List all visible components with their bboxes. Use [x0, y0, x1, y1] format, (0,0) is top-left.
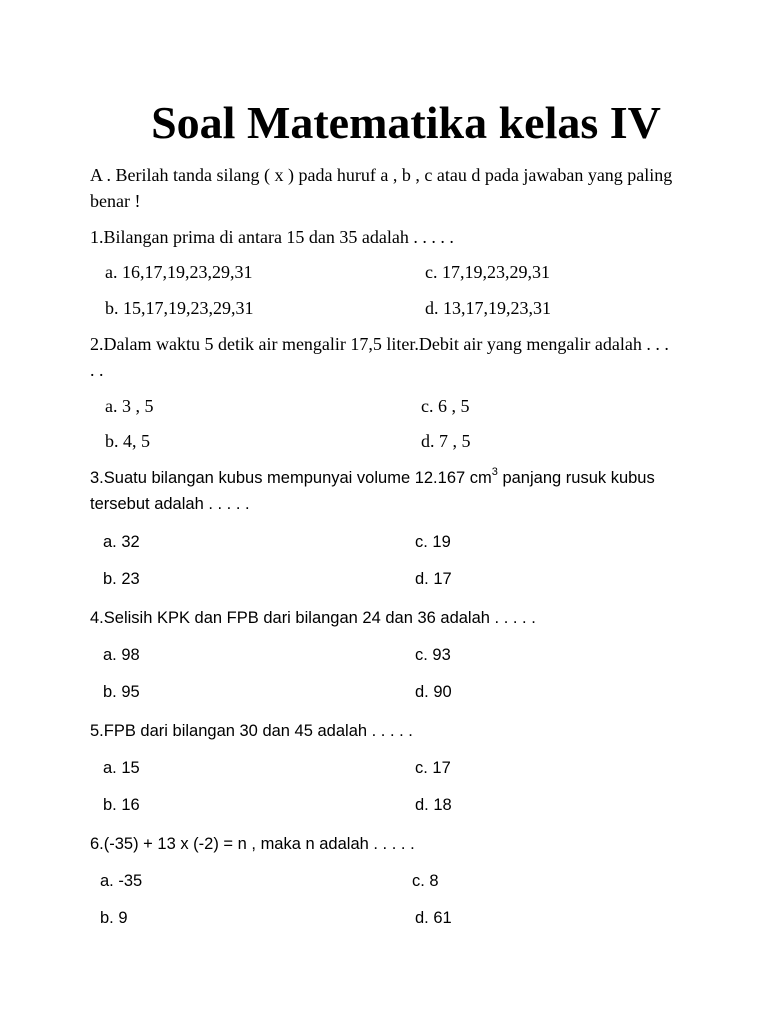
instruction-text: A . Berilah tanda silang ( x ) pada huruf a , b , c atau d pada jawaban yang paling benar !: [90, 165, 673, 211]
question-3-option-d: d. 17: [415, 570, 452, 588]
question-4-text: 4.Selisih KPK dan FPB dari bilangan 24 dan 36 adalah . . . . .: [90, 609, 536, 627]
question-1-option-b: b. 15,17,19,23,29,31: [105, 298, 254, 318]
question-2-option-c: c. 6 , 5: [421, 396, 470, 416]
question-2-option-b: b. 4, 5: [105, 431, 150, 451]
question-4-option-a: a. 98: [103, 646, 140, 664]
question-6-text: 6.(-35) + 13 x (-2) = n , maka n adalah . . . . .: [90, 835, 415, 853]
question-1-option-a: a. 16,17,19,23,29,31: [105, 262, 253, 282]
question-3-text-rest: panjang rusuk kubus tersebut adalah . . . . .: [90, 469, 655, 513]
question-5-option-c: c. 17: [415, 759, 451, 777]
question-3-option-a: a. 32: [103, 533, 140, 551]
question-2-option-d: d. 7 , 5: [421, 431, 471, 451]
question-4-option-b: b. 95: [103, 683, 140, 701]
page-title: Soal Matematika kelas IV: [151, 97, 661, 148]
question-4-option-c: c. 93: [415, 646, 451, 664]
question-5-option-a: a. 15: [103, 759, 140, 777]
question-6-option-a: a. -35: [100, 872, 143, 890]
question-5-text: 5.FPB dari bilangan 30 dan 45 adalah . . . . .: [90, 722, 413, 740]
question-3-option-b: b. 23: [103, 570, 140, 588]
question-3-text-main: 3.Suatu bilangan kubus mempunyai volume 12.167 cm: [90, 469, 492, 487]
cube-exponent: 3: [491, 465, 498, 478]
question-6-option-c: c. 8: [412, 872, 439, 890]
question-4-option-d: d. 90: [415, 683, 452, 701]
question-5-option-b: b. 16: [103, 796, 140, 814]
question-2-text: 2.Dalam waktu 5 detik air mengalir 17,5 liter.Debit air yang mengalir adalah . . . . .: [90, 334, 669, 380]
question-1-option-d: d. 13,17,19,23,31: [425, 298, 551, 318]
question-5-option-d: d. 18: [415, 796, 452, 814]
question-6-option-b: b. 9: [100, 909, 128, 927]
question-2-option-a: a. 3 , 5: [105, 396, 154, 416]
question-3-text: [90, 465, 680, 517]
question-6-option-d: d. 61: [415, 909, 452, 927]
question-1-text: 1.Bilangan prima di antara 15 dan 35 adalah . . . . .: [90, 227, 454, 247]
question-1-option-c: c. 17,19,23,29,31: [425, 262, 550, 282]
question-3-option-c: c. 19: [415, 533, 451, 551]
